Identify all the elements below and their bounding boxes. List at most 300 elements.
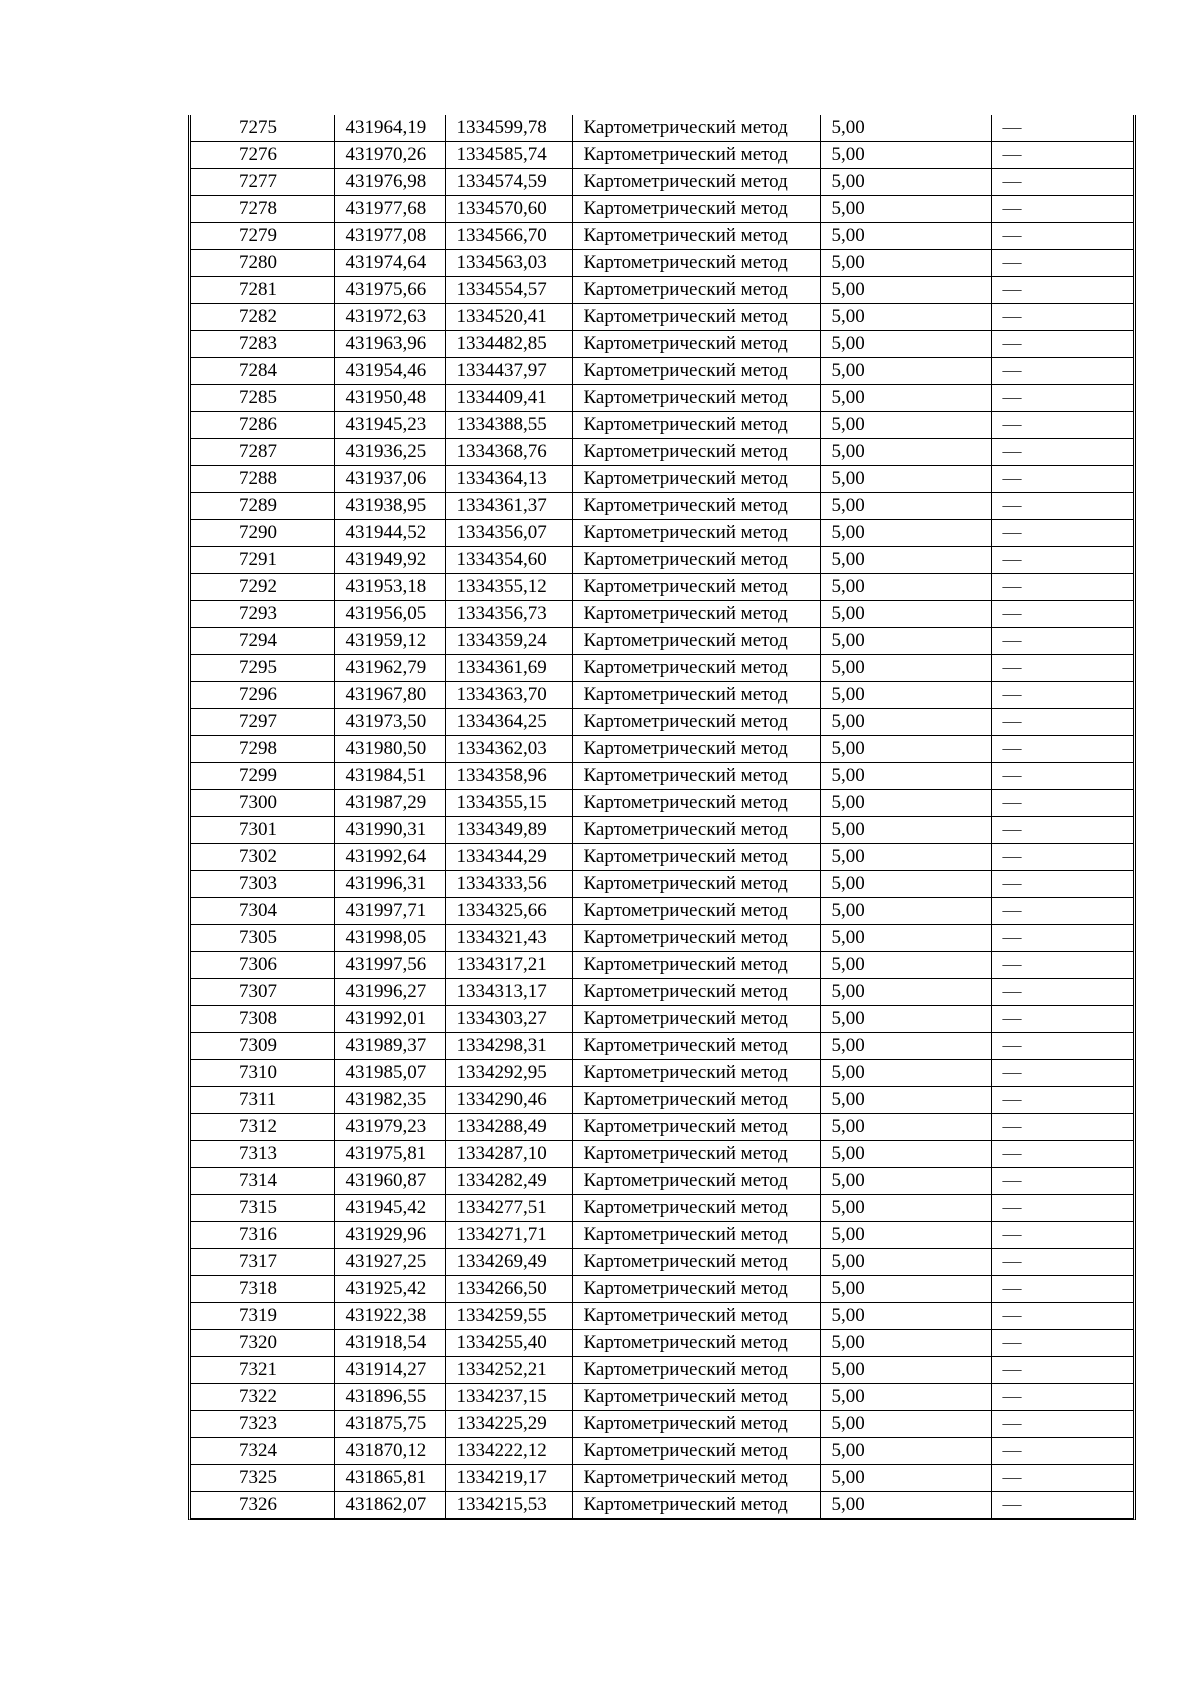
accuracy-cell: 5,00 bbox=[820, 1141, 991, 1168]
x-coordinate-cell: 431925,42 bbox=[334, 1276, 445, 1303]
method-cell: Картометрический метод bbox=[572, 250, 820, 277]
table-row bbox=[191, 1303, 1133, 1330]
accuracy-cell: 5,00 bbox=[820, 115, 991, 142]
accuracy-cell: 5,00 bbox=[820, 196, 991, 223]
method-cell: Картометрический метод bbox=[572, 655, 820, 682]
table-row bbox=[191, 1330, 1133, 1357]
description-cell: — bbox=[991, 709, 1133, 736]
x-coordinate-cell: 431984,51 bbox=[334, 763, 445, 790]
coordinates-table-container bbox=[188, 115, 1136, 1520]
y-coordinate-cell: 1334252,21 bbox=[445, 1357, 572, 1384]
table-row bbox=[191, 601, 1133, 628]
coordinates-table bbox=[191, 115, 1133, 1519]
y-coordinate-cell: 1334388,55 bbox=[445, 412, 572, 439]
x-coordinate-cell: 431954,46 bbox=[334, 358, 445, 385]
point-number-cell: 7307 bbox=[191, 979, 334, 1006]
table-row bbox=[191, 358, 1133, 385]
x-coordinate-cell: 431950,48 bbox=[334, 385, 445, 412]
point-number-cell: 7279 bbox=[191, 223, 334, 250]
table-row bbox=[191, 925, 1133, 952]
description-cell: — bbox=[991, 1087, 1133, 1114]
table-row bbox=[191, 1195, 1133, 1222]
accuracy-cell: 5,00 bbox=[820, 385, 991, 412]
x-coordinate-cell: 431918,54 bbox=[334, 1330, 445, 1357]
y-coordinate-cell: 1334363,70 bbox=[445, 682, 572, 709]
description-cell: — bbox=[991, 1384, 1133, 1411]
point-number-cell: 7311 bbox=[191, 1087, 334, 1114]
table-row bbox=[191, 736, 1133, 763]
accuracy-cell: 5,00 bbox=[820, 574, 991, 601]
accuracy-cell: 5,00 bbox=[820, 655, 991, 682]
accuracy-cell: 5,00 bbox=[820, 358, 991, 385]
table-row bbox=[191, 763, 1133, 790]
table-row bbox=[191, 466, 1133, 493]
y-coordinate-cell: 1334277,51 bbox=[445, 1195, 572, 1222]
description-cell: — bbox=[991, 1033, 1133, 1060]
y-coordinate-cell: 1334354,60 bbox=[445, 547, 572, 574]
table-row bbox=[191, 1276, 1133, 1303]
accuracy-cell: 5,00 bbox=[820, 304, 991, 331]
accuracy-cell: 5,00 bbox=[820, 1303, 991, 1330]
accuracy-cell: 5,00 bbox=[820, 1249, 991, 1276]
accuracy-cell: 5,00 bbox=[820, 1087, 991, 1114]
point-number-cell: 7291 bbox=[191, 547, 334, 574]
method-cell: Картометрический метод bbox=[572, 925, 820, 952]
y-coordinate-cell: 1334570,60 bbox=[445, 196, 572, 223]
point-number-cell: 7300 bbox=[191, 790, 334, 817]
description-cell: — bbox=[991, 493, 1133, 520]
accuracy-cell: 5,00 bbox=[820, 979, 991, 1006]
x-coordinate-cell: 431927,25 bbox=[334, 1249, 445, 1276]
table-row bbox=[191, 655, 1133, 682]
point-number-cell: 7320 bbox=[191, 1330, 334, 1357]
table-row bbox=[191, 709, 1133, 736]
table-row bbox=[191, 682, 1133, 709]
accuracy-cell: 5,00 bbox=[820, 1465, 991, 1492]
table-row bbox=[191, 1222, 1133, 1249]
table-row bbox=[191, 250, 1133, 277]
x-coordinate-cell: 431896,55 bbox=[334, 1384, 445, 1411]
y-coordinate-cell: 1334362,03 bbox=[445, 736, 572, 763]
table-row bbox=[191, 1168, 1133, 1195]
x-coordinate-cell: 431862,07 bbox=[334, 1492, 445, 1519]
description-cell: — bbox=[991, 304, 1133, 331]
accuracy-cell: 5,00 bbox=[820, 277, 991, 304]
point-number-cell: 7312 bbox=[191, 1114, 334, 1141]
description-cell: — bbox=[991, 1141, 1133, 1168]
description-cell: — bbox=[991, 601, 1133, 628]
accuracy-cell: 5,00 bbox=[820, 1168, 991, 1195]
point-number-cell: 7281 bbox=[191, 277, 334, 304]
description-cell: — bbox=[991, 1276, 1133, 1303]
table-row bbox=[191, 142, 1133, 169]
method-cell: Картометрический метод bbox=[572, 304, 820, 331]
point-number-cell: 7314 bbox=[191, 1168, 334, 1195]
method-cell: Картометрический метод bbox=[572, 1222, 820, 1249]
x-coordinate-cell: 431964,19 bbox=[334, 115, 445, 142]
description-cell: — bbox=[991, 1465, 1133, 1492]
accuracy-cell: 5,00 bbox=[820, 871, 991, 898]
x-coordinate-cell: 431865,81 bbox=[334, 1465, 445, 1492]
method-cell: Картометрический метод bbox=[572, 1492, 820, 1519]
method-cell: Картометрический метод bbox=[572, 817, 820, 844]
method-cell: Картометрический метод bbox=[572, 520, 820, 547]
method-cell: Картометрический метод bbox=[572, 736, 820, 763]
table-row bbox=[191, 223, 1133, 250]
point-number-cell: 7293 bbox=[191, 601, 334, 628]
method-cell: Картометрический метод bbox=[572, 628, 820, 655]
description-cell: — bbox=[991, 682, 1133, 709]
y-coordinate-cell: 1334219,17 bbox=[445, 1465, 572, 1492]
accuracy-cell: 5,00 bbox=[820, 1384, 991, 1411]
method-cell: Картометрический метод bbox=[572, 439, 820, 466]
point-number-cell: 7299 bbox=[191, 763, 334, 790]
x-coordinate-cell: 431975,66 bbox=[334, 277, 445, 304]
table-row bbox=[191, 1384, 1133, 1411]
point-number-cell: 7276 bbox=[191, 142, 334, 169]
point-number-cell: 7282 bbox=[191, 304, 334, 331]
x-coordinate-cell: 431959,12 bbox=[334, 628, 445, 655]
accuracy-cell: 5,00 bbox=[820, 1060, 991, 1087]
table-row bbox=[191, 1357, 1133, 1384]
point-number-cell: 7325 bbox=[191, 1465, 334, 1492]
table-row bbox=[191, 898, 1133, 925]
point-number-cell: 7295 bbox=[191, 655, 334, 682]
y-coordinate-cell: 1334554,57 bbox=[445, 277, 572, 304]
accuracy-cell: 5,00 bbox=[820, 1411, 991, 1438]
x-coordinate-cell: 431974,64 bbox=[334, 250, 445, 277]
x-coordinate-cell: 431970,26 bbox=[334, 142, 445, 169]
y-coordinate-cell: 1334225,29 bbox=[445, 1411, 572, 1438]
table-row bbox=[191, 331, 1133, 358]
point-number-cell: 7310 bbox=[191, 1060, 334, 1087]
method-cell: Картометрический метод bbox=[572, 493, 820, 520]
accuracy-cell: 5,00 bbox=[820, 547, 991, 574]
accuracy-cell: 5,00 bbox=[820, 682, 991, 709]
method-cell: Картометрический метод bbox=[572, 115, 820, 142]
x-coordinate-cell: 431992,01 bbox=[334, 1006, 445, 1033]
method-cell: Картометрический метод bbox=[572, 1033, 820, 1060]
y-coordinate-cell: 1334364,25 bbox=[445, 709, 572, 736]
description-cell: — bbox=[991, 385, 1133, 412]
y-coordinate-cell: 1334599,78 bbox=[445, 115, 572, 142]
point-number-cell: 7318 bbox=[191, 1276, 334, 1303]
x-coordinate-cell: 431962,79 bbox=[334, 655, 445, 682]
method-cell: Картометрический метод bbox=[572, 1195, 820, 1222]
point-number-cell: 7296 bbox=[191, 682, 334, 709]
method-cell: Картометрический метод bbox=[572, 142, 820, 169]
point-number-cell: 7309 bbox=[191, 1033, 334, 1060]
description-cell: — bbox=[991, 142, 1133, 169]
point-number-cell: 7326 bbox=[191, 1492, 334, 1519]
accuracy-cell: 5,00 bbox=[820, 1276, 991, 1303]
accuracy-cell: 5,00 bbox=[820, 1114, 991, 1141]
y-coordinate-cell: 1334237,15 bbox=[445, 1384, 572, 1411]
method-cell: Картометрический метод bbox=[572, 169, 820, 196]
y-coordinate-cell: 1334271,71 bbox=[445, 1222, 572, 1249]
point-number-cell: 7313 bbox=[191, 1141, 334, 1168]
description-cell: — bbox=[991, 520, 1133, 547]
y-coordinate-cell: 1334482,85 bbox=[445, 331, 572, 358]
method-cell: Картометрический метод bbox=[572, 1303, 820, 1330]
x-coordinate-cell: 431956,05 bbox=[334, 601, 445, 628]
point-number-cell: 7319 bbox=[191, 1303, 334, 1330]
x-coordinate-cell: 431975,81 bbox=[334, 1141, 445, 1168]
method-cell: Картометрический метод bbox=[572, 1060, 820, 1087]
y-coordinate-cell: 1334282,49 bbox=[445, 1168, 572, 1195]
y-coordinate-cell: 1334368,76 bbox=[445, 439, 572, 466]
description-cell: — bbox=[991, 1330, 1133, 1357]
y-coordinate-cell: 1334222,12 bbox=[445, 1438, 572, 1465]
method-cell: Картометрический метод bbox=[572, 1249, 820, 1276]
description-cell: — bbox=[991, 277, 1133, 304]
point-number-cell: 7287 bbox=[191, 439, 334, 466]
x-coordinate-cell: 431982,35 bbox=[334, 1087, 445, 1114]
x-coordinate-cell: 431977,68 bbox=[334, 196, 445, 223]
point-number-cell: 7292 bbox=[191, 574, 334, 601]
method-cell: Картометрический метод bbox=[572, 1114, 820, 1141]
table-row bbox=[191, 277, 1133, 304]
x-coordinate-cell: 431987,29 bbox=[334, 790, 445, 817]
table-row bbox=[191, 1438, 1133, 1465]
point-number-cell: 7316 bbox=[191, 1222, 334, 1249]
table-row bbox=[191, 115, 1133, 142]
description-cell: — bbox=[991, 1195, 1133, 1222]
table-row bbox=[191, 493, 1133, 520]
point-number-cell: 7285 bbox=[191, 385, 334, 412]
method-cell: Картометрический метод bbox=[572, 871, 820, 898]
accuracy-cell: 5,00 bbox=[820, 817, 991, 844]
y-coordinate-cell: 1334563,03 bbox=[445, 250, 572, 277]
point-number-cell: 7275 bbox=[191, 115, 334, 142]
accuracy-cell: 5,00 bbox=[820, 223, 991, 250]
y-coordinate-cell: 1334355,15 bbox=[445, 790, 572, 817]
x-coordinate-cell: 431929,96 bbox=[334, 1222, 445, 1249]
x-coordinate-cell: 431977,08 bbox=[334, 223, 445, 250]
x-coordinate-cell: 431996,31 bbox=[334, 871, 445, 898]
table-row bbox=[191, 520, 1133, 547]
description-cell: — bbox=[991, 925, 1133, 952]
y-coordinate-cell: 1334359,24 bbox=[445, 628, 572, 655]
point-number-cell: 7302 bbox=[191, 844, 334, 871]
accuracy-cell: 5,00 bbox=[820, 1492, 991, 1519]
x-coordinate-cell: 431922,38 bbox=[334, 1303, 445, 1330]
point-number-cell: 7322 bbox=[191, 1384, 334, 1411]
method-cell: Картометрический метод bbox=[572, 196, 820, 223]
y-coordinate-cell: 1334266,50 bbox=[445, 1276, 572, 1303]
method-cell: Картометрический метод bbox=[572, 574, 820, 601]
x-coordinate-cell: 431979,23 bbox=[334, 1114, 445, 1141]
description-cell: — bbox=[991, 115, 1133, 142]
y-coordinate-cell: 1334355,12 bbox=[445, 574, 572, 601]
point-number-cell: 7284 bbox=[191, 358, 334, 385]
table-row bbox=[191, 304, 1133, 331]
accuracy-cell: 5,00 bbox=[820, 763, 991, 790]
method-cell: Картометрический метод bbox=[572, 1168, 820, 1195]
accuracy-cell: 5,00 bbox=[820, 736, 991, 763]
method-cell: Картометрический метод bbox=[572, 1087, 820, 1114]
point-number-cell: 7278 bbox=[191, 196, 334, 223]
description-cell: — bbox=[991, 574, 1133, 601]
point-number-cell: 7323 bbox=[191, 1411, 334, 1438]
point-number-cell: 7288 bbox=[191, 466, 334, 493]
point-number-cell: 7280 bbox=[191, 250, 334, 277]
x-coordinate-cell: 431998,05 bbox=[334, 925, 445, 952]
x-coordinate-cell: 431945,42 bbox=[334, 1195, 445, 1222]
y-coordinate-cell: 1334566,70 bbox=[445, 223, 572, 250]
description-cell: — bbox=[991, 1303, 1133, 1330]
accuracy-cell: 5,00 bbox=[820, 1222, 991, 1249]
method-cell: Картометрический метод bbox=[572, 682, 820, 709]
point-number-cell: 7283 bbox=[191, 331, 334, 358]
y-coordinate-cell: 1334356,73 bbox=[445, 601, 572, 628]
accuracy-cell: 5,00 bbox=[820, 412, 991, 439]
description-cell: — bbox=[991, 1006, 1133, 1033]
description-cell: — bbox=[991, 1222, 1133, 1249]
description-cell: — bbox=[991, 871, 1133, 898]
point-number-cell: 7324 bbox=[191, 1438, 334, 1465]
description-cell: — bbox=[991, 1357, 1133, 1384]
accuracy-cell: 5,00 bbox=[820, 1357, 991, 1384]
method-cell: Картометрический метод bbox=[572, 1330, 820, 1357]
description-cell: — bbox=[991, 1492, 1133, 1519]
table-row bbox=[191, 385, 1133, 412]
description-cell: — bbox=[991, 898, 1133, 925]
x-coordinate-cell: 431967,80 bbox=[334, 682, 445, 709]
x-coordinate-cell: 431949,92 bbox=[334, 547, 445, 574]
description-cell: — bbox=[991, 817, 1133, 844]
point-number-cell: 7306 bbox=[191, 952, 334, 979]
y-coordinate-cell: 1334349,89 bbox=[445, 817, 572, 844]
point-number-cell: 7305 bbox=[191, 925, 334, 952]
x-coordinate-cell: 431963,96 bbox=[334, 331, 445, 358]
table-row bbox=[191, 1006, 1133, 1033]
y-coordinate-cell: 1334344,29 bbox=[445, 844, 572, 871]
description-cell: — bbox=[991, 412, 1133, 439]
accuracy-cell: 5,00 bbox=[820, 1006, 991, 1033]
method-cell: Картометрический метод bbox=[572, 1276, 820, 1303]
description-cell: — bbox=[991, 196, 1133, 223]
description-cell: — bbox=[991, 655, 1133, 682]
y-coordinate-cell: 1334255,40 bbox=[445, 1330, 572, 1357]
method-cell: Картометрический метод bbox=[572, 1438, 820, 1465]
accuracy-cell: 5,00 bbox=[820, 1438, 991, 1465]
y-coordinate-cell: 1334317,21 bbox=[445, 952, 572, 979]
description-cell: — bbox=[991, 1060, 1133, 1087]
description-cell: — bbox=[991, 1411, 1133, 1438]
x-coordinate-cell: 431937,06 bbox=[334, 466, 445, 493]
table-row bbox=[191, 1114, 1133, 1141]
table-row bbox=[191, 790, 1133, 817]
y-coordinate-cell: 1334292,95 bbox=[445, 1060, 572, 1087]
y-coordinate-cell: 1334313,17 bbox=[445, 979, 572, 1006]
accuracy-cell: 5,00 bbox=[820, 493, 991, 520]
y-coordinate-cell: 1334361,37 bbox=[445, 493, 572, 520]
method-cell: Картометрический метод bbox=[572, 1141, 820, 1168]
method-cell: Картометрический метод bbox=[572, 709, 820, 736]
x-coordinate-cell: 431938,95 bbox=[334, 493, 445, 520]
accuracy-cell: 5,00 bbox=[820, 1195, 991, 1222]
description-cell: — bbox=[991, 1438, 1133, 1465]
table-row bbox=[191, 817, 1133, 844]
point-number-cell: 7297 bbox=[191, 709, 334, 736]
method-cell: Картометрический метод bbox=[572, 979, 820, 1006]
y-coordinate-cell: 1334269,49 bbox=[445, 1249, 572, 1276]
x-coordinate-cell: 431973,50 bbox=[334, 709, 445, 736]
table-row bbox=[191, 628, 1133, 655]
table-row bbox=[191, 574, 1133, 601]
accuracy-cell: 5,00 bbox=[820, 439, 991, 466]
accuracy-cell: 5,00 bbox=[820, 331, 991, 358]
table-row bbox=[191, 196, 1133, 223]
method-cell: Картометрический метод bbox=[572, 1384, 820, 1411]
description-cell: — bbox=[991, 952, 1133, 979]
point-number-cell: 7301 bbox=[191, 817, 334, 844]
table-row bbox=[191, 1033, 1133, 1060]
method-cell: Картометрический метод bbox=[572, 466, 820, 493]
description-cell: — bbox=[991, 844, 1133, 871]
y-coordinate-cell: 1334288,49 bbox=[445, 1114, 572, 1141]
x-coordinate-cell: 431996,27 bbox=[334, 979, 445, 1006]
y-coordinate-cell: 1334321,43 bbox=[445, 925, 572, 952]
method-cell: Картометрический метод bbox=[572, 952, 820, 979]
description-cell: — bbox=[991, 736, 1133, 763]
table-row bbox=[191, 1465, 1133, 1492]
table-row bbox=[191, 169, 1133, 196]
accuracy-cell: 5,00 bbox=[820, 142, 991, 169]
method-cell: Картометрический метод bbox=[572, 1465, 820, 1492]
description-cell: — bbox=[991, 169, 1133, 196]
description-cell: — bbox=[991, 223, 1133, 250]
method-cell: Картометрический метод bbox=[572, 844, 820, 871]
accuracy-cell: 5,00 bbox=[820, 628, 991, 655]
method-cell: Картометрический метод bbox=[572, 790, 820, 817]
table-row bbox=[191, 1411, 1133, 1438]
description-cell: — bbox=[991, 763, 1133, 790]
y-coordinate-cell: 1334364,13 bbox=[445, 466, 572, 493]
point-number-cell: 7290 bbox=[191, 520, 334, 547]
description-cell: — bbox=[991, 979, 1133, 1006]
method-cell: Картометрический метод bbox=[572, 277, 820, 304]
point-number-cell: 7317 bbox=[191, 1249, 334, 1276]
accuracy-cell: 5,00 bbox=[820, 925, 991, 952]
y-coordinate-cell: 1334298,31 bbox=[445, 1033, 572, 1060]
table-row bbox=[191, 412, 1133, 439]
description-cell: — bbox=[991, 1114, 1133, 1141]
description-cell: — bbox=[991, 790, 1133, 817]
x-coordinate-cell: 431997,71 bbox=[334, 898, 445, 925]
accuracy-cell: 5,00 bbox=[820, 952, 991, 979]
accuracy-cell: 5,00 bbox=[820, 1330, 991, 1357]
x-coordinate-cell: 431936,25 bbox=[334, 439, 445, 466]
accuracy-cell: 5,00 bbox=[820, 601, 991, 628]
description-cell: — bbox=[991, 331, 1133, 358]
accuracy-cell: 5,00 bbox=[820, 466, 991, 493]
x-coordinate-cell: 431985,07 bbox=[334, 1060, 445, 1087]
table-row bbox=[191, 439, 1133, 466]
description-cell: — bbox=[991, 439, 1133, 466]
accuracy-cell: 5,00 bbox=[820, 844, 991, 871]
table-row bbox=[191, 1141, 1133, 1168]
x-coordinate-cell: 431992,64 bbox=[334, 844, 445, 871]
y-coordinate-cell: 1334259,55 bbox=[445, 1303, 572, 1330]
table-row bbox=[191, 1249, 1133, 1276]
y-coordinate-cell: 1334574,59 bbox=[445, 169, 572, 196]
x-coordinate-cell: 431960,87 bbox=[334, 1168, 445, 1195]
x-coordinate-cell: 431914,27 bbox=[334, 1357, 445, 1384]
y-coordinate-cell: 1334290,46 bbox=[445, 1087, 572, 1114]
x-coordinate-cell: 431976,98 bbox=[334, 169, 445, 196]
